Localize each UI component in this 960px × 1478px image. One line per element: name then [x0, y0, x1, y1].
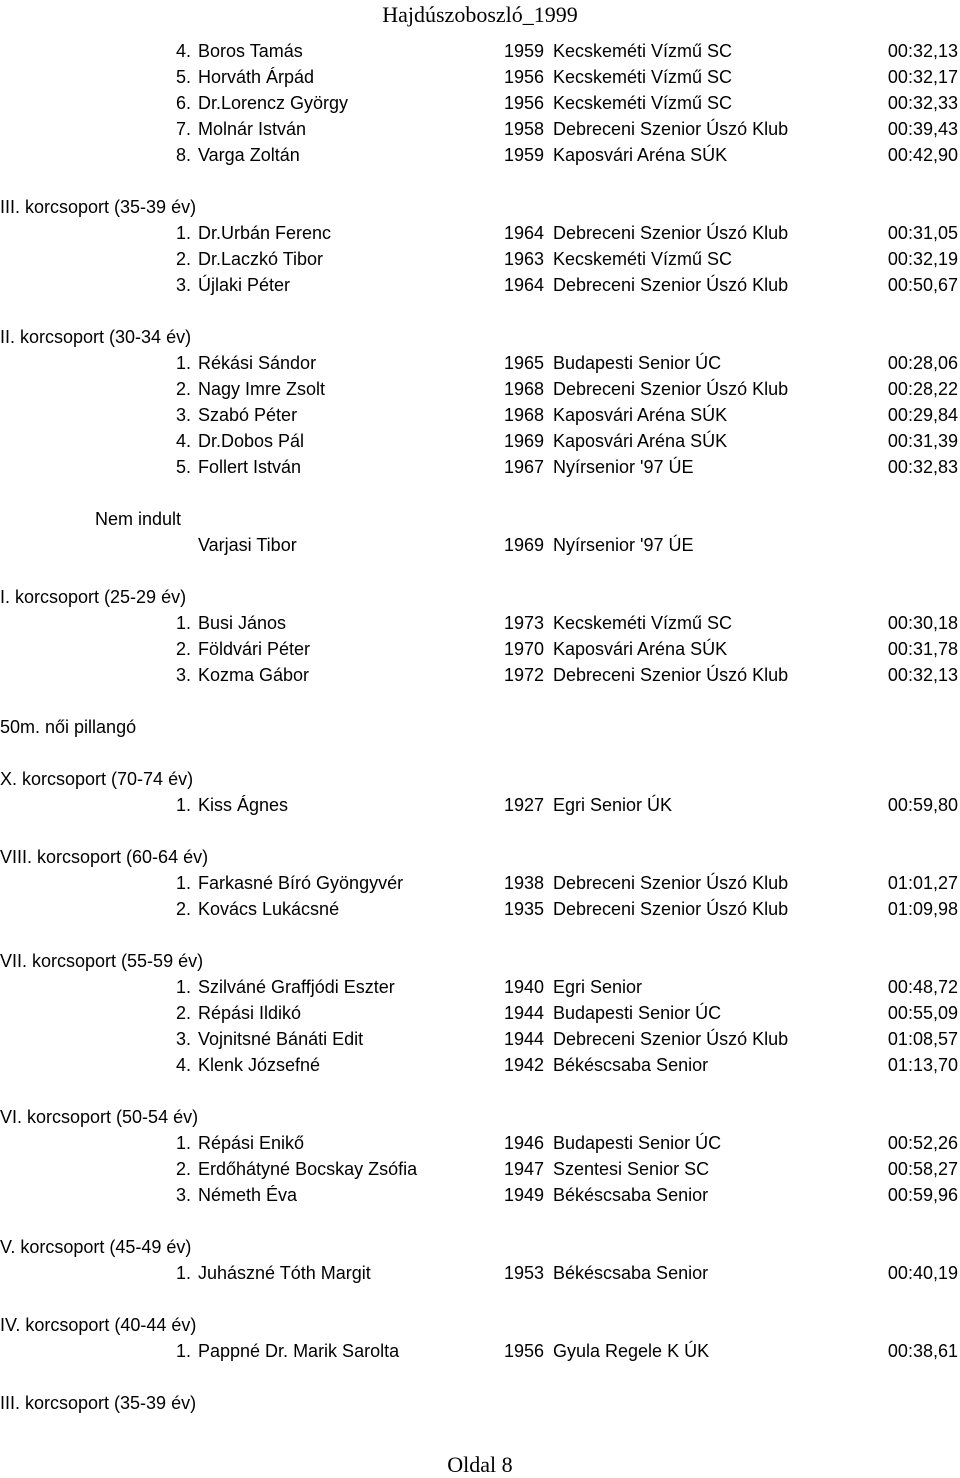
- age-group-heading: [0, 327, 960, 353]
- club-name: Békéscsaba Senior: [553, 1055, 709, 1075]
- result-row: [0, 1029, 960, 1055]
- result-rank: 6.: [176, 93, 192, 113]
- age-group-heading: [0, 1393, 960, 1419]
- birth-year: 1956: [504, 93, 545, 113]
- swimmer-name: Rékási Sándor: [198, 353, 317, 373]
- age-group-heading: [0, 951, 960, 977]
- result-time: 00:30,18: [887, 613, 958, 633]
- swimmer-name: Busi János: [198, 613, 287, 633]
- result-time: 00:32,13: [887, 665, 958, 685]
- result-time: 00:32,19: [887, 249, 958, 269]
- result-row: [0, 275, 960, 301]
- result-row: [0, 1159, 960, 1185]
- result-row: [0, 249, 960, 275]
- club-name: Debreceni Szenior Úszó Klub: [553, 873, 789, 893]
- birth-year: 1958: [504, 119, 545, 139]
- birth-year: 1944: [504, 1029, 545, 1049]
- birth-year: 1940: [504, 977, 545, 997]
- result-time: 00:32,83: [887, 457, 958, 477]
- result-row: [0, 67, 960, 93]
- birth-year: 1949: [504, 1185, 545, 1205]
- birth-year: 1959: [504, 41, 545, 61]
- result-row: [0, 1133, 960, 1159]
- swimmer-name: Dr.Lorencz György: [198, 93, 349, 113]
- result-rank: 1.: [176, 873, 192, 893]
- result-time: 00:28,22: [887, 379, 958, 399]
- result-row: [0, 1055, 960, 1081]
- club-name: Kecskeméti Vízmű SC: [553, 613, 733, 633]
- result-row: [0, 145, 960, 171]
- birth-year: 1970: [504, 639, 545, 659]
- birth-year: 1956: [504, 1341, 545, 1361]
- swimmer-name: Horváth Árpád: [198, 67, 315, 87]
- birth-year: 1969: [504, 431, 545, 451]
- result-time: 00:58,27: [887, 1159, 958, 1179]
- club-name: Békéscsaba Senior: [553, 1263, 709, 1283]
- swimmer-name: Szilváné Graffjódi Eszter: [198, 977, 395, 997]
- club-name: Kecskeméti Vízmű SC: [553, 41, 733, 61]
- club-name: Kecskeméti Vízmű SC: [553, 249, 733, 269]
- age-group-label: VI. korcsoport (50-54 év): [0, 1107, 199, 1127]
- result-row: [0, 899, 960, 925]
- swimmer-name: Kovács Lukácsné: [198, 899, 340, 919]
- swimmer-name: Szabó Péter: [198, 405, 298, 425]
- result-row: [0, 795, 960, 821]
- result-rank: 2.: [176, 639, 192, 659]
- club-name: Nyírsenior '97 ÚE: [553, 457, 694, 477]
- swimmer-name: Farkasné Bíró Gyöngyvér: [198, 873, 404, 893]
- result-time: 00:40,19: [887, 1263, 958, 1283]
- swimmer-name: Kiss Ágnes: [198, 795, 289, 815]
- age-group-label: VIII. korcsoport (60-64 év): [0, 847, 209, 867]
- club-name: Budapesti Senior ÚC: [553, 1133, 722, 1153]
- swimmer-name: Dr.Laczkó Tibor: [198, 249, 324, 269]
- swimmer-name: Dr.Dobos Pál: [198, 431, 305, 451]
- birth-year: 1935: [504, 899, 545, 919]
- result-time: 00:32,33: [887, 93, 958, 113]
- result-row: [0, 639, 960, 665]
- result-rank: 7.: [176, 119, 192, 139]
- swimmer-name: Újlaki Péter: [198, 275, 291, 295]
- result-rank: 5.: [176, 67, 192, 87]
- swimmer-name: Follert István: [198, 457, 302, 477]
- result-row: [0, 119, 960, 145]
- birth-year: 1968: [504, 405, 545, 425]
- event-heading: [0, 717, 960, 743]
- swimmer-name: Nagy Imre Zsolt: [198, 379, 326, 399]
- result-time: 00:59,80: [887, 795, 958, 815]
- result-time: 01:01,27: [887, 873, 958, 893]
- club-name: Budapesti Senior ÚC: [553, 1003, 722, 1023]
- result-row: [0, 977, 960, 1003]
- swimmer-name: Boros Tamás: [198, 41, 303, 61]
- result-time: 00:50,67: [887, 275, 958, 295]
- swimmer-name: Dr.Urbán Ferenc: [198, 223, 332, 243]
- age-group-heading: [0, 1237, 960, 1263]
- birth-year: 1956: [504, 67, 545, 87]
- age-group-label: VII. korcsoport (55-59 év): [0, 951, 204, 971]
- birth-year: 1973: [504, 613, 545, 633]
- age-group-label: I. korcsoport (25-29 év): [0, 587, 187, 607]
- swimmer-name: Répási Enikő: [198, 1133, 305, 1153]
- club-name: Egri Senior ÚK: [553, 795, 673, 815]
- club-name: Budapesti Senior ÚC: [553, 353, 722, 373]
- result-rank: 2.: [176, 249, 192, 269]
- age-group-heading: [0, 1107, 960, 1133]
- club-name: Debreceni Szenior Úszó Klub: [553, 119, 789, 139]
- club-name: Debreceni Szenior Úszó Klub: [553, 275, 789, 295]
- club-name: Kaposvári Aréna SÚK: [553, 145, 728, 165]
- result-row: [0, 665, 960, 691]
- age-group-heading: [0, 197, 960, 223]
- swimmer-name: Pappné Dr. Marik Sarolta: [198, 1341, 400, 1361]
- club-name: Debreceni Szenior Úszó Klub: [553, 223, 789, 243]
- result-rank: 2.: [176, 899, 192, 919]
- result-rank: 2.: [176, 1159, 192, 1179]
- result-time: 00:32,17: [887, 67, 958, 87]
- result-row: [0, 1185, 960, 1211]
- page-header: Hajdúszoboszló_1999: [382, 2, 578, 27]
- result-row: [0, 873, 960, 899]
- result-rank: 3.: [176, 1029, 192, 1049]
- result-row: [0, 41, 960, 67]
- event-label: 50m. női pillangó: [0, 717, 137, 737]
- age-group-heading: [0, 847, 960, 873]
- club-name: Kaposvári Aréna SÚK: [553, 639, 728, 659]
- note-label: Nem indult: [95, 509, 182, 529]
- result-rank: 1.: [176, 795, 192, 815]
- swimmer-name: Erdőhátyné Bocskay Zsófia: [198, 1159, 418, 1179]
- result-rank: 4.: [176, 1055, 192, 1075]
- swimmer-name: Répási Ildikó: [198, 1003, 302, 1023]
- birth-year: 1968: [504, 379, 545, 399]
- page-footer: Oldal 8: [447, 1452, 513, 1477]
- birth-year: 1927: [504, 795, 545, 815]
- result-row: [0, 405, 960, 431]
- club-name: Kecskeméti Vízmű SC: [553, 93, 733, 113]
- result-row: [0, 93, 960, 119]
- birth-year: 1953: [504, 1263, 545, 1283]
- club-name: Egri Senior: [553, 977, 643, 997]
- club-name: Debreceni Szenior Úszó Klub: [553, 1029, 789, 1049]
- birth-year: 1964: [504, 275, 545, 295]
- result-time: 00:55,09: [887, 1003, 958, 1023]
- swimmer-name: Németh Éva: [198, 1185, 298, 1205]
- result-rank: 1.: [176, 353, 192, 373]
- birth-year: 1947: [504, 1159, 545, 1179]
- result-time: 00:28,06: [887, 353, 958, 373]
- result-rank: 4.: [176, 41, 192, 61]
- club-name: Szentesi Senior SC: [553, 1159, 710, 1179]
- birth-year: 1944: [504, 1003, 545, 1023]
- result-rank: 5.: [176, 457, 192, 477]
- result-rank: 2.: [176, 1003, 192, 1023]
- result-rank: 1.: [176, 1341, 192, 1361]
- birth-year: 1969: [504, 535, 545, 555]
- age-group-heading: [0, 769, 960, 795]
- age-group-label: II. korcsoport (30-34 év): [0, 327, 192, 347]
- swimmer-name: Klenk Józsefné: [198, 1055, 321, 1075]
- birth-year: 1963: [504, 249, 545, 269]
- swimmer-name: Juhászné Tóth Margit: [198, 1263, 371, 1283]
- result-time: 00:29,84: [887, 405, 958, 425]
- club-name: Kaposvári Aréna SÚK: [553, 405, 728, 425]
- club-name: Debreceni Szenior Úszó Klub: [553, 665, 789, 685]
- birth-year: 1972: [504, 665, 545, 685]
- club-name: Debreceni Szenior Úszó Klub: [553, 379, 789, 399]
- swimmer-name: Vojnitsné Bánáti Edit: [198, 1029, 364, 1049]
- result-rank: 1.: [176, 977, 192, 997]
- birth-year: 1946: [504, 1133, 545, 1153]
- result-rank: 1.: [176, 613, 192, 633]
- result-rank: 8.: [176, 145, 192, 165]
- result-rank: 4.: [176, 431, 192, 451]
- result-rank: 1.: [176, 1263, 192, 1283]
- swimmer-name: Varga Zoltán: [198, 145, 300, 165]
- result-time: 00:38,61: [887, 1341, 958, 1361]
- result-row: [0, 457, 960, 483]
- club-name: Nyírsenior '97 ÚE: [553, 535, 694, 555]
- age-group-heading: [0, 1315, 960, 1341]
- result-time: 00:48,72: [887, 977, 958, 997]
- result-rank: 3.: [176, 1185, 192, 1205]
- result-row: [0, 535, 960, 561]
- club-name: Kecskeméti Vízmű SC: [553, 67, 733, 87]
- result-time: 00:52,26: [887, 1133, 958, 1153]
- birth-year: 1964: [504, 223, 545, 243]
- age-group-label: X. korcsoport (70-74 év): [0, 769, 194, 789]
- swimmer-name: Molnár István: [198, 119, 307, 139]
- result-row: [0, 223, 960, 249]
- birth-year: 1942: [504, 1055, 545, 1075]
- result-row: [0, 1003, 960, 1029]
- swimmer-name: Kozma Gábor: [198, 665, 310, 685]
- age-group-label: III. korcsoport (35-39 év): [0, 1393, 197, 1413]
- result-time: 01:08,57: [887, 1029, 958, 1049]
- result-time: 00:59,96: [887, 1185, 958, 1205]
- birth-year: 1965: [504, 353, 545, 373]
- result-row: [0, 1263, 960, 1289]
- result-time: 00:32,13: [887, 41, 958, 61]
- swimmer-name: Földvári Péter: [198, 639, 311, 659]
- did-not-start-heading: [0, 509, 960, 535]
- age-group-heading: [0, 587, 960, 613]
- result-row: [0, 613, 960, 639]
- result-time: 00:31,05: [887, 223, 958, 243]
- club-name: Debreceni Szenior Úszó Klub: [553, 899, 789, 919]
- result-time: 00:42,90: [887, 145, 958, 165]
- result-rank: 3.: [176, 665, 192, 685]
- result-row: [0, 379, 960, 405]
- birth-year: 1967: [504, 457, 545, 477]
- result-time: 00:31,39: [887, 431, 958, 451]
- result-rank: 1.: [176, 1133, 192, 1153]
- club-name: Kaposvári Aréna SÚK: [553, 431, 728, 451]
- club-name: Gyula Regele K ÚK: [553, 1341, 710, 1361]
- result-rank: 2.: [176, 379, 192, 399]
- club-name: Békéscsaba Senior: [553, 1185, 709, 1205]
- result-time: 00:31,78: [887, 639, 958, 659]
- swimmer-name: Varjasi Tibor: [198, 535, 297, 555]
- result-rank: 3.: [176, 405, 192, 425]
- age-group-label: V. korcsoport (45-49 év): [0, 1237, 192, 1257]
- age-group-label: IV. korcsoport (40-44 év): [0, 1315, 197, 1335]
- result-row: [0, 431, 960, 457]
- result-rank: 3.: [176, 275, 192, 295]
- birth-year: 1959: [504, 145, 545, 165]
- result-row: [0, 353, 960, 379]
- result-row: [0, 1341, 960, 1367]
- result-time: 00:39,43: [887, 119, 958, 139]
- result-rank: 1.: [176, 223, 192, 243]
- age-group-label: III. korcsoport (35-39 év): [0, 197, 197, 217]
- birth-year: 1938: [504, 873, 545, 893]
- result-time: 01:13,70: [887, 1055, 958, 1075]
- result-time: 01:09,98: [887, 899, 958, 919]
